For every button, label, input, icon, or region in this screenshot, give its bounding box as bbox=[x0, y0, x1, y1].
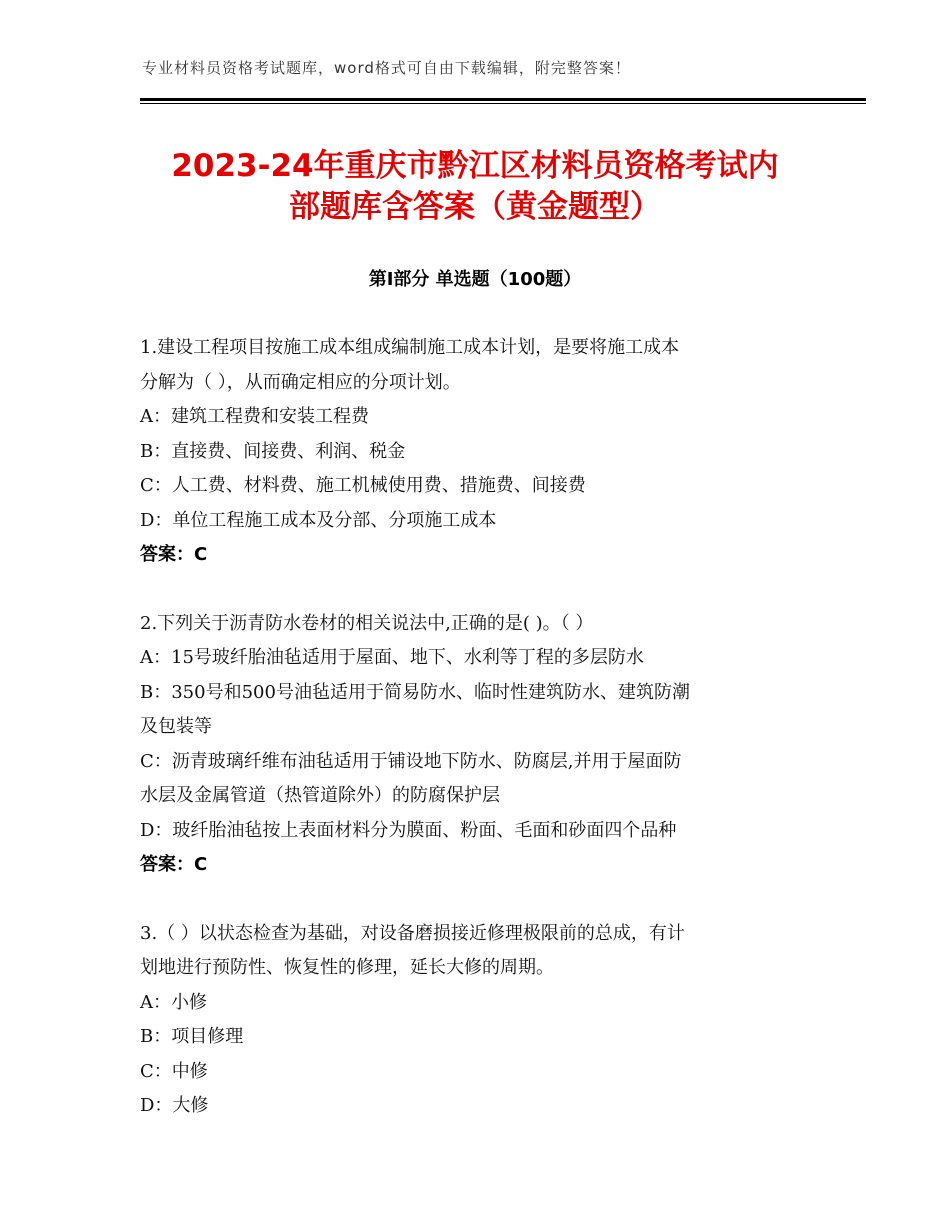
question-block bbox=[140, 917, 830, 1124]
header-rule-thick bbox=[140, 98, 866, 101]
document-title-line-2: 部题库含答案（黄金题型） bbox=[289, 189, 661, 225]
answer-option-line: A：建筑工程费和安装工程费 bbox=[140, 406, 369, 427]
answer-option-line: A：15号玻纤胎油毡适用于屋面、地下、水利等丁程的多层防水 bbox=[140, 647, 644, 668]
question-list bbox=[140, 331, 830, 1124]
question-block bbox=[140, 331, 830, 573]
answer-option-line: D：单位工程施工成本及分部、分项施工成本 bbox=[140, 509, 497, 531]
question-stem-line: 2.下列关于沥青防水卷材的相关说法中,正确的是( )。（ ） bbox=[140, 612, 594, 634]
answer-option-line: 水层及金属管道（热管道除外）的防腐保护层 bbox=[140, 785, 500, 806]
question-block bbox=[140, 607, 830, 883]
question-stem-line: 1.建设工程项目按施工成本组成编制施工成本计划，是要将施工成本 bbox=[140, 337, 680, 358]
answer-key: 答案：C bbox=[140, 854, 208, 875]
answer-option-line: 及包装等 bbox=[140, 716, 212, 737]
header-rule-thin bbox=[140, 103, 866, 104]
answer-option-line: C：中修 bbox=[140, 1060, 208, 1082]
question-stem-line: 划地进行预防性、恢复性的修理，延长大修的周期。 bbox=[140, 957, 554, 978]
answer-option-line: B：350号和500号油毡适用于简易防水、临时性建筑防水、建筑防潮 bbox=[140, 681, 690, 703]
question-stem-line: 分解为（ ），从而确定相应的分项计划。 bbox=[140, 371, 461, 393]
answer-option-line: D：玻纤胎油毡按上表面材料分为膜面、粉面、毛面和砂面四个品种 bbox=[140, 819, 677, 841]
answer-option-line: C：沥青玻璃纤维布油毡适用于铺设地下防水、防腐层,并用于屋面防 bbox=[140, 750, 682, 772]
section-title: 第Ⅰ部分 单选题（100题） bbox=[368, 269, 582, 290]
answer-key: 答案：C bbox=[140, 544, 208, 565]
header-note: 专业材料员资格考试题库，word格式可自由下载编辑，附完整答案！ bbox=[142, 59, 631, 77]
answer-option-line: B：直接费、间接费、利润、税金 bbox=[140, 440, 406, 462]
answer-option-line: D：大修 bbox=[140, 1095, 209, 1116]
answer-option-line: B：项目修理 bbox=[140, 1026, 244, 1047]
document-title-line-1: 2023-24年重庆市黔江区材料员资格考试内 bbox=[171, 148, 779, 184]
question-stem-line: 3.（ ）以状态检查为基础，对设备磨损接近修理极限前的总成，有计 bbox=[140, 922, 685, 944]
answer-option-line: C：人工费、材料费、施工机械使用费、措施费、间接费 bbox=[140, 475, 586, 496]
document-title bbox=[100, 146, 850, 228]
answer-option-line: A：小修 bbox=[140, 991, 207, 1013]
